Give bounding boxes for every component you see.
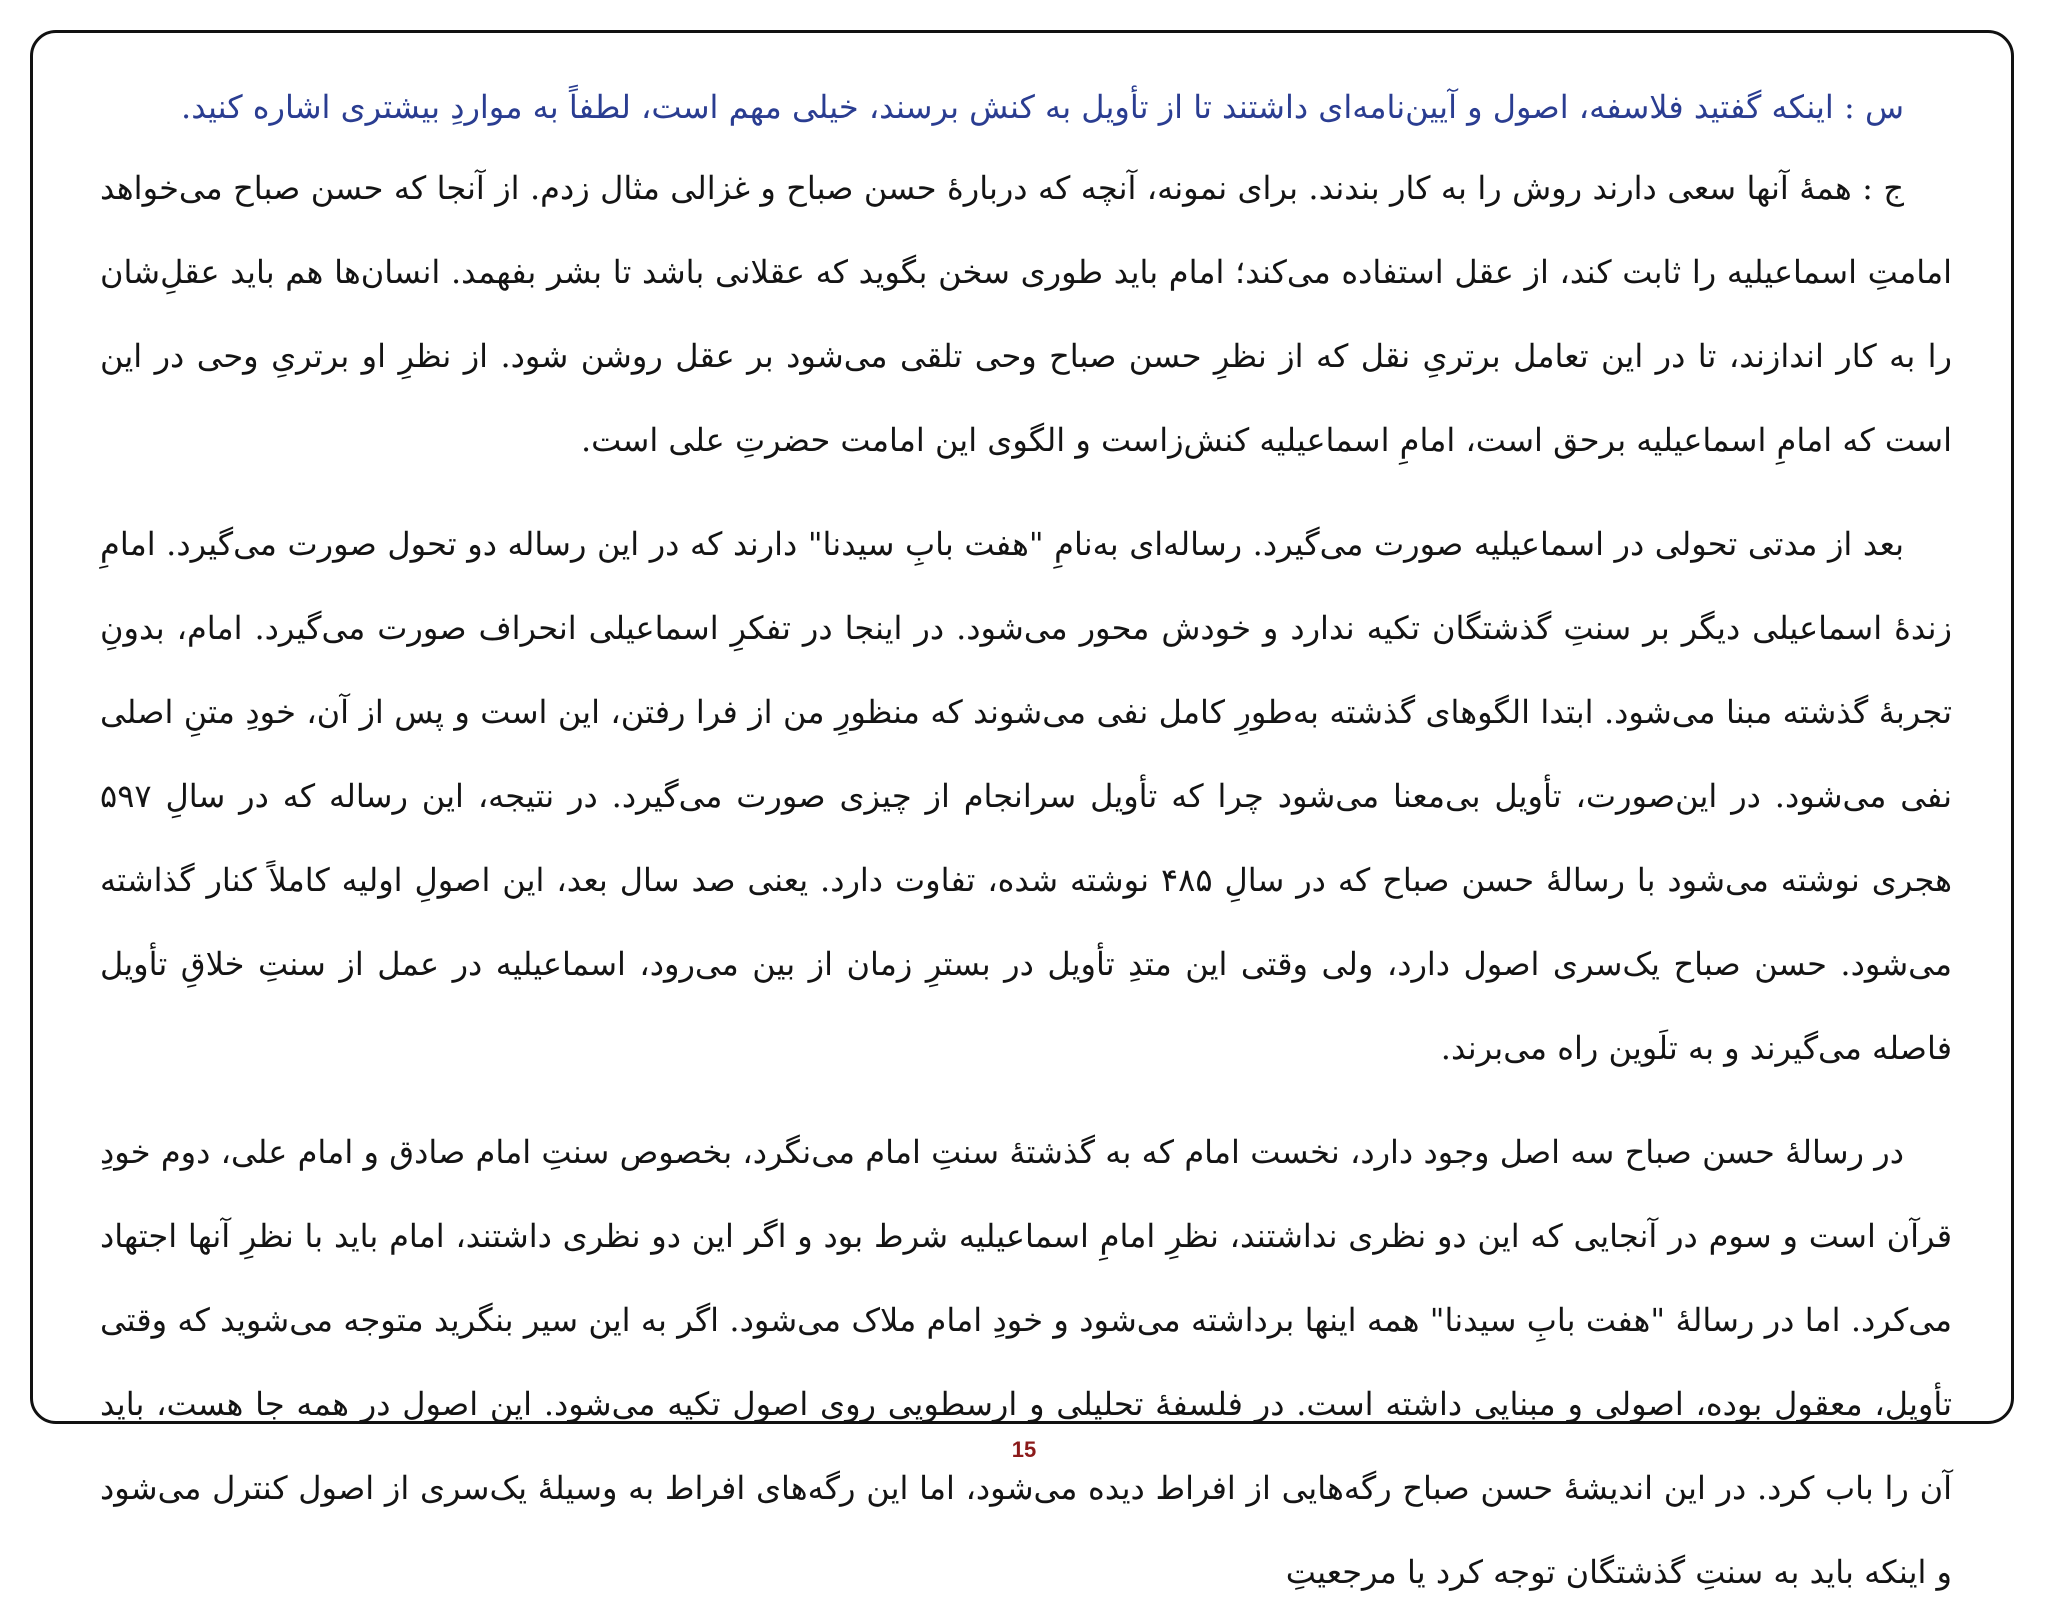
paragraph-answer: ج : همهٔ آنها سعی دارند روش را به کار بندند. برای نمونه، آنچه که دربارهٔ حسن صباح و غزالی مثال زدم. از آنجا که حسن صباح می‌خواهد امامتِ اسماعیلیه را ثابت کند، از عقل استفاده می‌کند؛ امام باید طوری سخن بگوید که عقلانی باشد تا بشر بفهمد. انسان‌ها هم باید عقلِ‌شان را به کار اندازند، تا در این تعامل برتریِ نقل که از نظرِ حسن صباح وحی تلقی می‌شود بر عقل روشن شود. از نظرِ او برتریِ وحی در این است که امامِ اسماعیلیه برحق است، امامِ اسماعیلیه کنش‌زاست و الگوی این امامت حضرتِ علی است.	[100, 169, 1953, 459]
question-line: س : اینکه گفتید فلاسفه، اصول و آیین‌نامه‌ای داشتند تا از تأویل به کنش برسند، خیلی مهم است، لطفاً به مواردِ بیشتری اشاره کنید.	[181, 88, 1904, 126]
document-body	[100, 72, 1952, 1614]
paragraph-transformation: بعد از مدتی تحولی در اسماعیلیه صورت می‌گیرد. رساله‌ای به‌نامِ "هفت بابِ سیدنا" دارند که در این رساله دو تحول صورت می‌گیرد. امامِ زندهٔ اسماعیلی دیگر بر سنتِ گذشتگان تکیه ندارد و خودش محور می‌شود. در اینجا در تفکرِ اسماعیلی انحراف صورت می‌گیرد. امام، بدونِ تجربهٔ گذشته مبنا می‌شود. ابتدا الگوهای گذشته به‌طورِ کامل نفی می‌شوند که منظورِ من از فرا رفتن، این است و پس از آن، خودِ متنِ اصلی نفی می‌شود. در این‌صورت، تأویل بی‌معنا می‌شود چرا که تأویل سرانجام از چیزی صورت می‌گیرد. در نتیجه، این رساله که در سالِ ۵۹۷ هجری نوشته می‌شود با رسالهٔ حسن صباح که در سالِ ۴۸۵ نوشته شده، تفاوت دارد. یعنی صد سال بعد، این اصولِ اولیه کاملاً کنار گذاشته می‌شود. حسن صباح یک‌سری اصول دارد، ولی وقتی این متدِ تأویل در بسترِ زمان از بین می‌رود، اسماعیلیه در عمل از سنتِ خلاقِ تأویل فاصله می‌گیرند و به تلَوین راه می‌برند.	[100, 525, 1953, 1067]
paragraph-three-principles: در رسالهٔ حسن صباح سه اصل وجود دارد، نخست امام که به گذشتهٔ سنتِ امام می‌نگرد، بخصوص سنتِ امام صادق و امام علی، دوم خودِ قرآن است و سوم در آنجایی که این دو نظری نداشتند، نظرِ امامِ اسماعیلیه شرط بود و اگر این دو نظری داشتند، امام باید با نظرِ آنها اجتهاد می‌کرد. اما در رسالهٔ "هفت بابِ سیدنا" همه اینها برداشته می‌شود و خودِ امام ملاک می‌شود. اگر به این سیر بنگرید متوجه می‌شوید که وقتی تأویل، معقول بوده، اصولی و مبنایی داشته است. در فلسفهٔ تحلیلی و ارسطویی روی اصول تکیه می‌شود. این اصول در همه جا هست، باید آن را باب کرد. در این اندیشهٔ حسن صباح رگه‌هایی از افراط دیده می‌شود، اما این رگه‌های افراط به وسیلهٔ یک‌سری از اصول کنترل می‌شود و اینکه باید به سنتِ گذشتگان توجه کرد یا مرجعیتِ	[100, 1133, 1953, 1591]
page-number: 15	[1011, 1437, 1037, 1462]
